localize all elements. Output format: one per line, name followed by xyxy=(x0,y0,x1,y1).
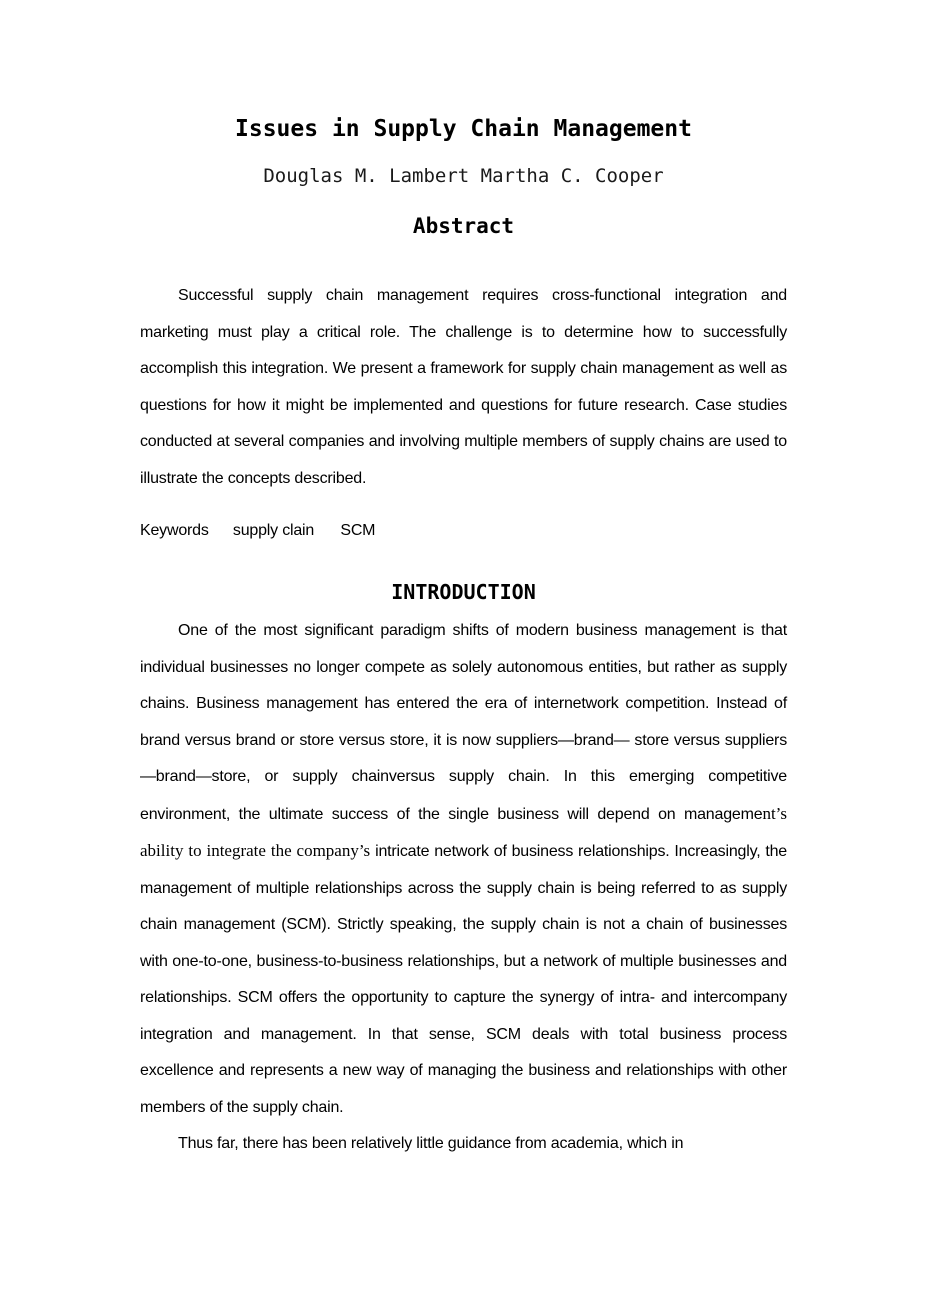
keyword-item: supply clain xyxy=(232,522,315,539)
page-content xyxy=(140,0,787,1163)
paper-title: Issues in Supply Chain Management xyxy=(235,116,692,142)
intro-p1-sans-run-2: intricate network of business relationships. Increasingly, the management of multiple relationships across the supply chain is being referred to as supply chain management (SCM). Strictly speaking, the supply chain is not a chain of businesses with one-to-one, business-to-business relationships, but a network of multiple businesses and relationships. SCM offers the opportunity to capture the synergy of intra- and intercompany integration and management. In that sense, SCM deals with total business process excellence and represents a new way of managing the business and relationships with other members of the supply chain. xyxy=(140,843,787,1116)
intro-paragraph-1 xyxy=(140,613,787,1126)
abstract-paragraph: Successful supply chain management requires cross-functional integration and marketing must play a critical role. The challenge is to determine how to successfully accomplish this integration. We present a framework for supply chain management as well as questions for how it might be implemented and questions for future research. Case studies conducted at several companies and involving multiple members of supply chains are used to illustrate the concepts described. xyxy=(140,287,787,487)
keywords-label: Keywords xyxy=(140,522,209,539)
intro-p1-serif-run: nt’s ability to integrate the company’s xyxy=(140,803,787,860)
abstract-heading: Abstract xyxy=(412,214,515,238)
keywords-line xyxy=(140,519,787,543)
intro-p1-sans-run-1: One of the most significant paradigm shifts of modern business management is that individual businesses no longer compete as solely autonomous entities, but rather as supply chains. Business management has entered the era of internetwork competition. Instead of brand versus brand or store versus store, it is now suppliers—brand— store versus suppliers—brand—store, or supply chainversus supply chain. In this emerging competitive environment, the ultimate success of the single business will depend on manageme xyxy=(140,622,787,823)
paper-authors: Douglas M. Lambert Martha C. Cooper xyxy=(263,165,664,187)
keyword-item: SCM xyxy=(340,522,376,539)
introduction-heading: INTRODUCTION xyxy=(391,580,536,604)
intro-paragraph-2: Thus far, there has been relatively little guidance from academia, which in xyxy=(178,1135,684,1152)
